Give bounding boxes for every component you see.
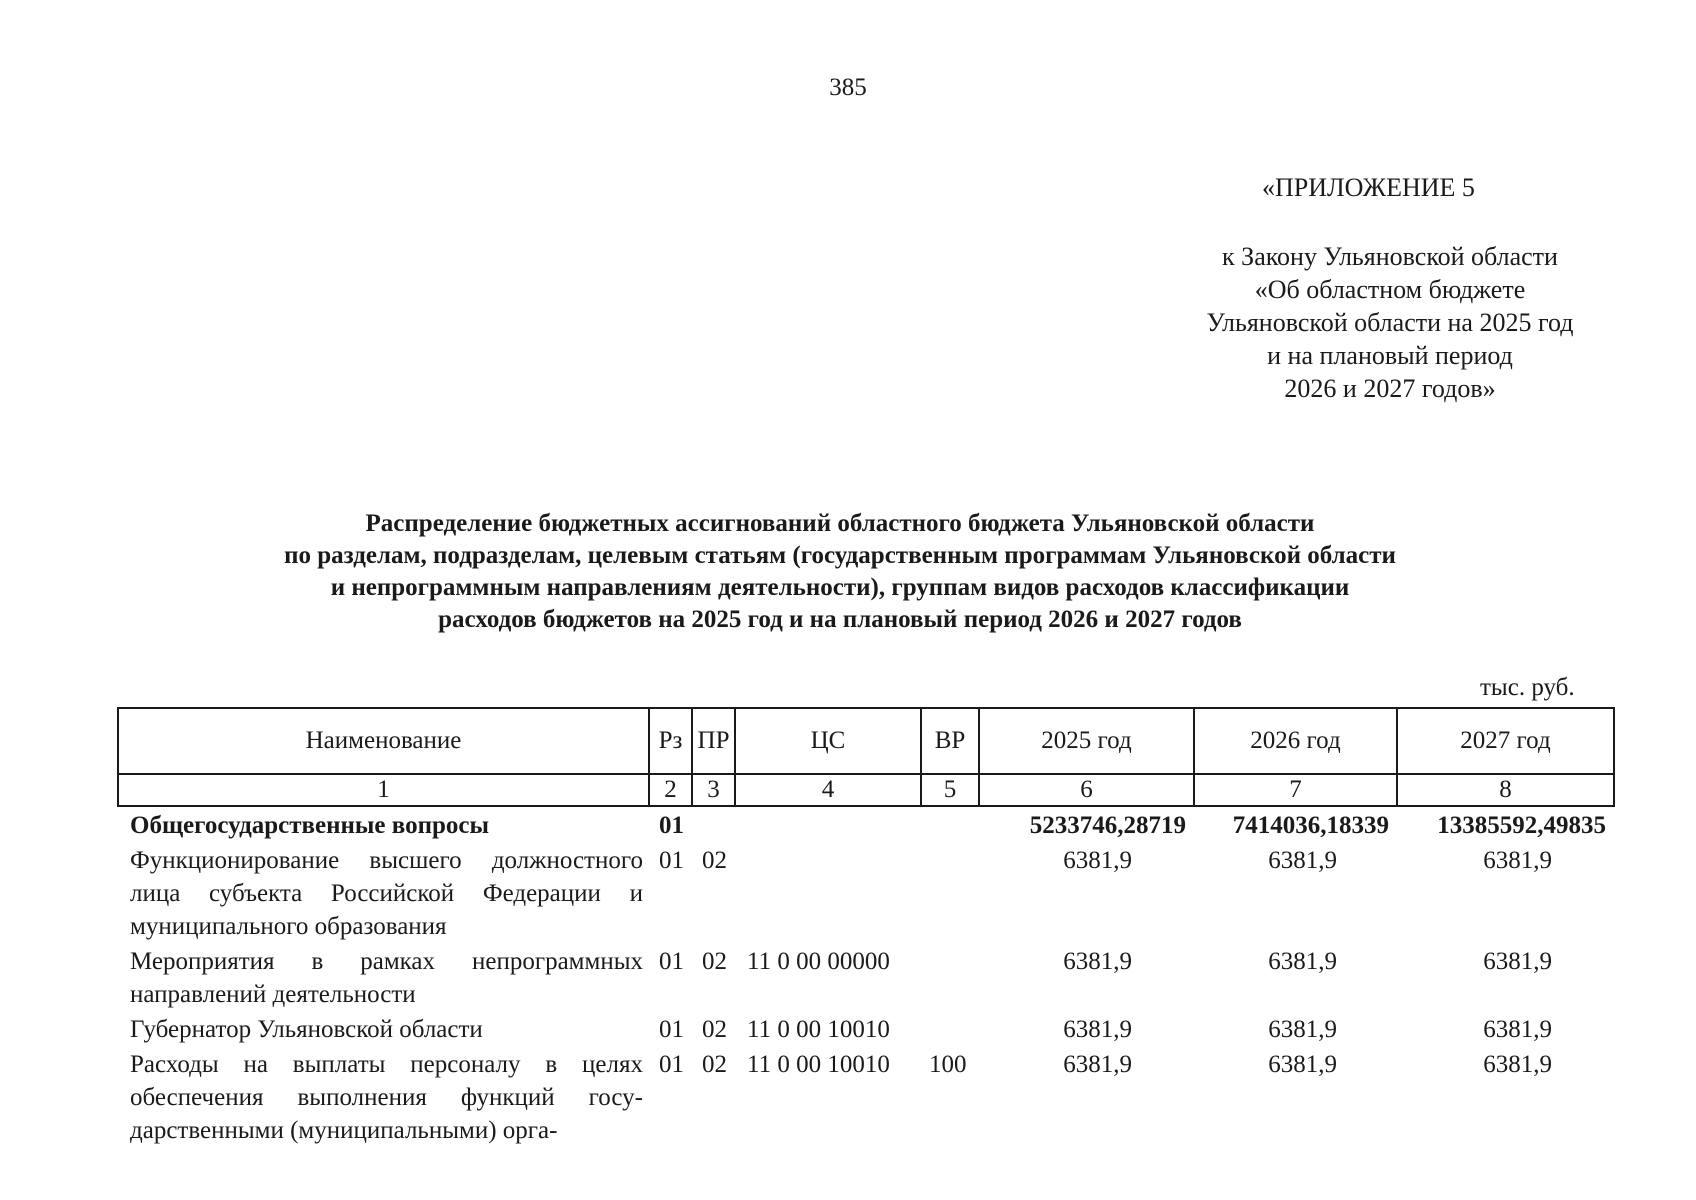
header-2026: 2026 год [1194, 708, 1397, 774]
row-name: Губернатор Ульяновской области [130, 1016, 483, 1043]
row-rz: 01 [659, 1016, 684, 1043]
header-name: Наименование [118, 708, 649, 774]
budget-table [117, 707, 1615, 1147]
row-2025: 6381,9 [1063, 948, 1132, 975]
row-rz: 01 [659, 812, 684, 839]
row-cs: 11 0 00 10010 [747, 1016, 890, 1043]
row-2025: 6381,9 [1063, 1016, 1132, 1043]
column-number: 8 [1397, 774, 1614, 806]
row-2027: 6381,9 [1483, 847, 1552, 874]
units-label: тыс. руб. [1480, 674, 1575, 701]
column-number: 1 [118, 774, 649, 806]
row-vr [921, 943, 979, 1011]
row-2027: 6381,9 [1483, 1016, 1552, 1043]
appendix-line: к Закону Ульяновской области [1222, 242, 1558, 271]
row-2027: 13385592,49835 [1437, 812, 1606, 839]
row-pr [692, 806, 735, 842]
row-name: Мероприятия в рамках непрограммных направлений деятельности [130, 948, 643, 1008]
page-number: 385 [829, 74, 867, 101]
appendix-line: 2026 и 2027 годов» [1284, 374, 1496, 403]
appendix-line: «Об областном бюджете [1254, 275, 1526, 304]
table-row [118, 1046, 1614, 1147]
row-pr: 02 [702, 1051, 727, 1078]
row-rz: 01 [659, 847, 684, 874]
row-2026: 6381,9 [1268, 847, 1337, 874]
row-cs [735, 842, 921, 943]
row-vr [921, 806, 979, 842]
appendix-subtitle [1150, 240, 1630, 405]
row-rz: 01 [659, 1051, 684, 1078]
column-number-row [118, 774, 1614, 806]
document-title-line: Распределение бюджетных ассигнований областного бюджета Ульяновской области [365, 510, 1315, 537]
table-row [118, 943, 1614, 1011]
row-2027: 6381,9 [1483, 948, 1552, 975]
column-number: 6 [979, 774, 1194, 806]
column-number: 3 [692, 774, 735, 806]
row-pr: 02 [702, 1016, 727, 1043]
header-cs: ЦС [735, 708, 921, 774]
row-2025: 6381,9 [1063, 1051, 1132, 1078]
row-cs: 11 0 00 00000 [747, 948, 890, 975]
document-title-line: по разделам, подразделам, целевым статьям (государственным программам Ульяновской области [284, 542, 1396, 569]
row-name: Общегосударственные вопросы [130, 812, 490, 839]
row-2027: 6381,9 [1483, 1051, 1552, 1078]
table-header-row [118, 708, 1614, 774]
row-2026: 6381,9 [1268, 1051, 1337, 1078]
column-number: 7 [1194, 774, 1397, 806]
header-vr: ВР [921, 708, 979, 774]
document-title-line: расходов бюджетов на 2025 год и на плановый период 2026 и 2027 годов [438, 606, 1242, 633]
row-2025: 6381,9 [1063, 847, 1132, 874]
appendix-title: «ПРИЛОЖЕНИЕ 5 [1262, 173, 1475, 202]
table-row [118, 806, 1614, 842]
row-rz: 01 [659, 948, 684, 975]
row-cs [735, 806, 921, 842]
column-number: 5 [921, 774, 979, 806]
document-title [150, 508, 1530, 636]
table-row [118, 1011, 1614, 1046]
row-cs: 11 0 00 10010 [747, 1051, 890, 1078]
row-2025: 5233746,28719 [1029, 812, 1186, 839]
row-name: Расходы на выплаты персоналу в целях обеспечения выполнения функций государственными (муниципальными) орга- [130, 1051, 643, 1144]
appendix-line: и на плановый период [1267, 341, 1513, 370]
row-2026: 6381,9 [1268, 948, 1337, 975]
appendix-line: Ульяновской области на 2025 год [1206, 308, 1574, 337]
row-name: Функционирование высшего должностного лица субъекта Российской Федерации и муниципального образования [130, 847, 643, 940]
column-number: 2 [649, 774, 692, 806]
document-title-line: и непрограммным направлениям деятельности), группам видов расходов классификации [330, 574, 1350, 601]
row-vr [921, 1011, 979, 1046]
column-number: 4 [735, 774, 921, 806]
row-2026: 7414036,18339 [1232, 812, 1389, 839]
header-2027: 2027 год [1397, 708, 1614, 774]
header-2025: 2025 год [979, 708, 1194, 774]
row-vr: 100 [929, 1051, 967, 1078]
table-row [118, 842, 1614, 943]
header-rz: Рз [649, 708, 692, 774]
row-2026: 6381,9 [1268, 1016, 1337, 1043]
row-pr: 02 [702, 847, 727, 874]
row-vr [921, 842, 979, 943]
row-pr: 02 [702, 948, 727, 975]
header-pr: ПР [692, 708, 735, 774]
